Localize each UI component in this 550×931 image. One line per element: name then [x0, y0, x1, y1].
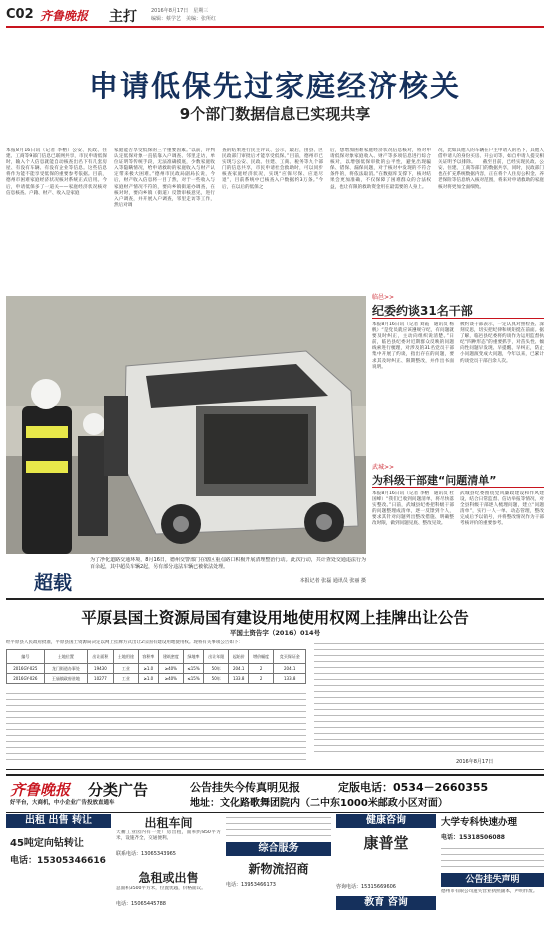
- table-header: 增价幅度: [248, 650, 273, 664]
- ad-box-body: 45吨定向钻转让: [10, 838, 84, 849]
- story-linyi: [372, 292, 544, 458]
- ad-box-phone: 电话：15318506088: [441, 834, 505, 841]
- table-header: 土地位置: [44, 650, 87, 664]
- ad-box-filler: [441, 845, 544, 867]
- table-header: 起始价: [229, 650, 248, 664]
- table-cell: 工业: [113, 674, 138, 684]
- ad-box-phone: 电话：15305346616: [10, 856, 106, 866]
- photo-credit: 本报记者 张磊 通讯员 张丽 摄: [299, 578, 366, 584]
- table-cell: 王庙镇政府驻地: [44, 674, 87, 684]
- story3-title: 为科级干部建“问题清单”: [372, 474, 497, 487]
- table-header-row: [7, 650, 306, 664]
- story-low-income: [6, 148, 544, 286]
- story2-column: 被约谈干部表示，一定认真对照检查、深刻反思，切实把纪律和规矩挺在前面。据了解，临邑县纪委将约谈作为运用监督执纪“四种形态”的重要抓手，对苗头性、倾向性问题早发现、早提醒、早纠正，防止小问题演变成大问题，今年以来，已累计约谈党员干部百余人次。: [460, 322, 544, 364]
- ad-box-health: [336, 814, 436, 927]
- masthead-rule: [6, 26, 544, 28]
- editors: 编辑：蔡学艺 美编：张所红: [151, 16, 217, 22]
- story3-rule: [372, 487, 544, 488]
- notice-doc-number: 平国土资告字（2016）014号: [229, 629, 321, 637]
- ad-box-phone: 咨询电话：15315669606: [336, 884, 396, 890]
- section-name: 主打: [109, 9, 137, 25]
- classified-ads: [6, 774, 544, 927]
- story-wucheng: [372, 462, 544, 592]
- story1-column: 后，想增加困难家庭经济状况信息核对，将对申请低保对象家庭收入、财产等多项信息进行综合核对，以增强低保审批的公平性，避免出现骗保、错保、漏保问题，对于核对中发现的不符合条件的，将依法取消。”在数据库支撑下，核对结果会更加准确，不仅保障了困难群众的合法权益，也让有限的救助资金用在最需要的人身上。: [330, 148, 431, 190]
- table-header: 绿地率: [184, 650, 204, 664]
- ad-box-title: 健康咨询: [336, 814, 436, 828]
- table-cell: 2: [248, 664, 273, 674]
- ad-box-body: 康普堂: [363, 834, 409, 852]
- ads-hotline-label: 公告挂失今传真明见报: [190, 781, 300, 794]
- table-row: [7, 674, 306, 684]
- ad-box-services: [226, 814, 331, 927]
- story3-column: 本报8月16日讯（记者 李榕 通讯员 杜国峰）“我们已收到问题清单，将尽快落实整改。”日前，武城县纪委把科级干部的问题整理成清单，逐一反馈到个人，要求其针对问题列出整改措施、明确整改时限，做到问题见底、整改见效。: [372, 491, 454, 527]
- table-cell: 19430: [88, 664, 113, 674]
- table-cell: ≤15%: [184, 664, 204, 674]
- story3-tag: 武城>>: [372, 464, 395, 471]
- story2-tag: 临邑>>: [372, 294, 395, 301]
- story2-column: 本报8月16日讯（记者 刘霞 通讯员 杨帆）“是党员就应该遵规守纪，有问题就要及时纠正，主动向组织说清楚。”日前，临邑县纪委对近期群众反映的问题线索进行梳理，对涉及的31名党员干部集中开展了约谈，指出存在的问题，要求其及时纠正、限期整改，并作出书面说明。: [372, 322, 454, 370]
- ad-box-phone: 电话：15065445788: [116, 901, 166, 907]
- story3-column: 武城县纪委围绕党风廉政建设和作风建设，结合日常监督、信访举报等情况，对全县科级干部逐人梳理问题，建立“问题清单”，实行一人一单、动态管理，整改完成后予以销号，并将整改情况作为干部考核评价的重要参考。: [460, 491, 544, 527]
- table-cell: 2016GY-026: [7, 674, 45, 684]
- ads-address: 地址：文化路歌舞团院内（二中东1000米邮政小区对面）: [190, 798, 448, 809]
- ad-box-body: 总面积3500平方米，位置优越，价格面议。: [116, 886, 206, 891]
- ads-slogan: 好平台，大商机，中小企业广告投放直通车: [10, 800, 115, 806]
- notice-date: 2016年8月17日: [456, 759, 494, 765]
- table-header: 竞买保证金: [274, 650, 306, 664]
- table-cell: ≥40%: [158, 674, 183, 684]
- ad-box-filler: [226, 814, 331, 838]
- ad-box-title: 教育 咨询: [336, 896, 436, 910]
- ad-box-body: 德州市有限公司遗失营业执照副本，声明作废。: [441, 889, 538, 894]
- story1-column: 况，比如其他人的车辆在户主申请人的名下，其他人借申请人的身份买房、开公司等，如自申请人提交相关证明予以排除。 截至目前，已经实现民政、公安、住建、工商等部门的数据共享，同时，民政部门也在扩充系统数据内容，正在将个人住房公积金、养老保险等信息纳入核对范围，将来对申请救助的家庭核对将更加全面细致。: [438, 148, 544, 190]
- ad-box-title: 公告挂失声明: [441, 873, 544, 887]
- notice-fill-left: [6, 690, 306, 762]
- ad-box-title: 大学专科快速办理: [441, 817, 518, 828]
- issue-date: 2016年8月17日 星期三: [151, 8, 209, 14]
- ad-box-body: 新物流招商: [248, 862, 309, 876]
- ad-box-body: 天衢工业园内有一处厂房出租，面积约850平方米，设施齐全，交通便利。: [116, 830, 221, 842]
- story1-column: 查的结果进行民主评议、公示，最后，由县、区民政部门审批后才能享受低保。”目前，德州市已实现与公安、民政、住建、工商、税务等九个部门的信息共享，市民申请社会救助时，可以同步核查家庭经济状况，实现“应保尽保、应退尽退”，目前系统中已核查入户数据约3万条。”今后，在以后的低保之: [222, 148, 323, 190]
- notice-intro: 经平原县人民政府批准，平原县国土资源局决定以网上挂牌方式出让2宗国有建设用地使用权。现将有关事项公告如下：: [6, 640, 243, 645]
- ad-box-phone: 电话：13953466173: [226, 882, 276, 888]
- ads-brand: 齐鲁晚报: [10, 781, 71, 799]
- table-header: 出让年限: [203, 650, 228, 664]
- table-cell: 龙门街道办事处: [44, 664, 87, 674]
- table-cell: 204.1: [274, 664, 306, 674]
- news-photo: [6, 296, 366, 554]
- notice-fill-right: [314, 640, 544, 752]
- ad-box-workshop: [116, 814, 221, 927]
- table-cell: 133.8: [274, 674, 306, 684]
- story2-title: 纪委约谈31名干部: [372, 304, 473, 318]
- table-header: 建筑密度: [158, 650, 183, 664]
- ad-box-rent: [6, 814, 111, 927]
- table-cell: ≥1.0: [139, 664, 158, 674]
- ads-title: 分类广告: [88, 781, 149, 799]
- story1-column: 家庭能否享受低保的三个重要因素。”以前，评判认定低保对象一直依靠入户调查、邻里走访，单位证明等传统手段，无法准确摸底，少数家庭收入等隐瞒情况，给申请救助的家庭收入与财产认定带来极大困难。”德州市民政局副局长说，今后，财产收入信息将一目了然，对于一些收入与家庭财产情况不符的，要向乡镇街道办调查，在核对时，要向乡镇（街道）反馈审核意见，进行入户调查，并开展入户调查，邻里走访等工作，然后对调: [114, 148, 215, 208]
- notice-title: 平原县国土资源局国有建设用地使用权网上挂牌出让公告: [81, 609, 469, 627]
- photo-caption: 为了净化道路交通环境，8月16日，德州交警部门在辖区重点路口积极开展清理整治行动。此次行动，共计查处交通违法行为百余起，其中超员车辆2起，另有部分违法车辆已被依法处理。: [90, 557, 366, 570]
- story2-rule: [372, 318, 544, 319]
- story1-column: 本报8月16日讯（记者 李榕）公安、民政、住建、工商等9部门信息已联网共享，市民申请低保时，输入个人信息就能自动核查出名下有几套房屋、有没有车辆、有没有企业等信息。这些信息将作为能不能享受低保的重要参考依据。目前，德州市困难家庭经济状况核对系统正式启用。今后，申请低保多了一道关——家庭经济状况核对信息核查。户籍、财产、收入是家庭: [6, 148, 107, 196]
- ad-box-title: 出租 出售 转让: [6, 814, 111, 828]
- notice-box: [6, 598, 544, 770]
- ads-divider: [6, 812, 544, 813]
- table-cell: 2: [248, 674, 273, 684]
- ad-box-title: 急租或出售: [138, 871, 199, 885]
- ad-box-title: 综合服务: [226, 842, 331, 856]
- table-cell: 2016GY-025: [7, 664, 45, 674]
- table-cell: 10277: [88, 674, 113, 684]
- table-cell: 204.1: [229, 664, 248, 674]
- table-cell: 50年: [203, 674, 228, 684]
- masthead: [6, 4, 544, 26]
- notice-table: [6, 649, 306, 684]
- table-row: [7, 664, 306, 674]
- ad-box-phone: 联系电话：13065343965: [116, 851, 176, 857]
- table-cell: ≤15%: [184, 674, 204, 684]
- photo-headline: 超载: [34, 572, 73, 594]
- ads-hotline: 定版电话：0534－2660355: [338, 781, 489, 794]
- table-cell: ≥1.0: [139, 674, 158, 684]
- page-number: C02: [6, 7, 34, 22]
- table-header: 出让面积: [88, 650, 113, 664]
- table-cell: 50年: [203, 664, 228, 674]
- main-subtitle: 9个部门数据信息已实现共享: [179, 105, 371, 123]
- ad-box-college: [441, 814, 544, 927]
- paper-name: 齐鲁晚报: [40, 9, 89, 23]
- table-header: 容积率: [139, 650, 158, 664]
- table-header: 土地用途: [113, 650, 138, 664]
- ad-box-title: 出租车间: [144, 816, 193, 830]
- table-header: 编号: [7, 650, 45, 664]
- table-cell: 工业: [113, 664, 138, 674]
- police-inspecting-car-image: [6, 296, 366, 554]
- main-headline: 申请低保先过家庭经济核关: [88, 69, 461, 103]
- table-cell: ≥40%: [158, 664, 183, 674]
- table-cell: 133.8: [229, 674, 248, 684]
